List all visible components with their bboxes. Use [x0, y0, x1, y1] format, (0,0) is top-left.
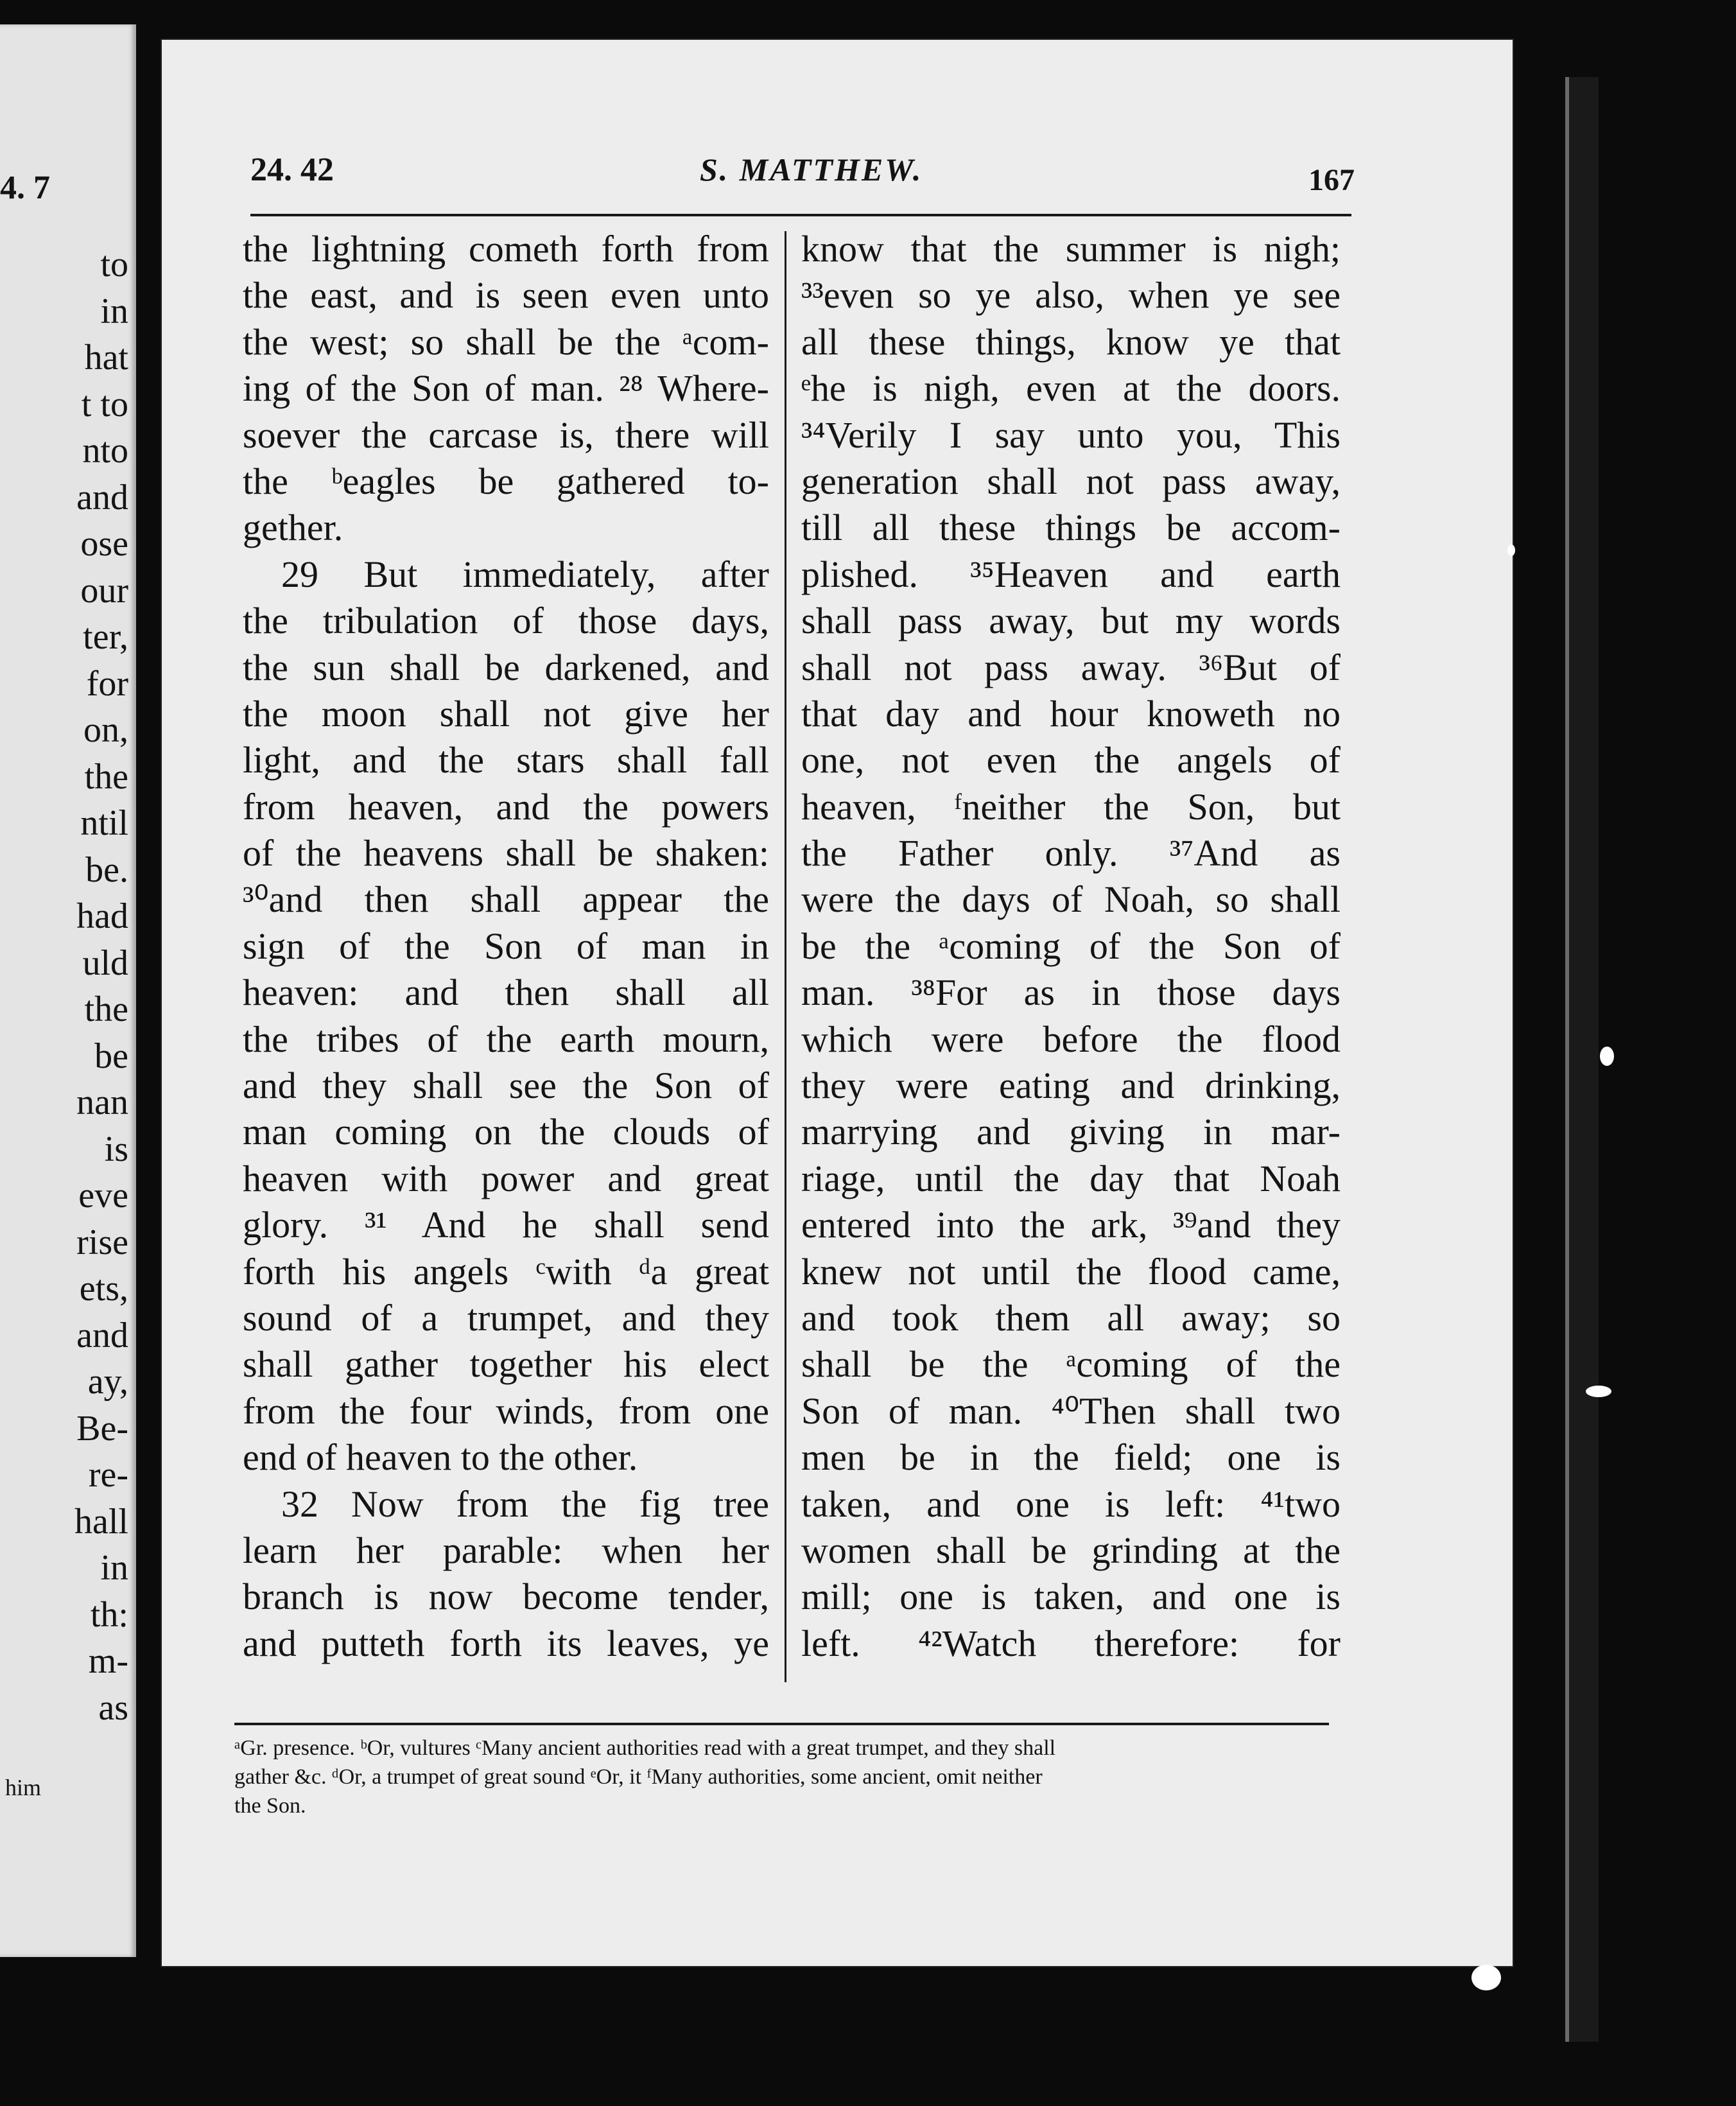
text-line: of the heavens shall be shaken:	[243, 832, 769, 875]
left-page-line: and	[76, 1315, 128, 1355]
left-page-line: in	[100, 1548, 128, 1588]
text-line: glory. ³¹ And he shall send	[243, 1204, 769, 1246]
text-line: shall pass away, but my words	[801, 600, 1341, 642]
text-line: taken, and one is left: ⁴¹two	[801, 1483, 1341, 1525]
left-page-line: rise	[76, 1222, 128, 1262]
text-line: women shall be grinding at the	[801, 1529, 1341, 1571]
left-page-line: m-	[88, 1641, 128, 1681]
text-line: marrying and giving in mar-	[801, 1111, 1341, 1153]
left-page-line: ter,	[83, 617, 128, 657]
text-line: branch is now become tender,	[243, 1576, 769, 1618]
text-line: know that the summer is nigh;	[801, 228, 1341, 270]
footnote-line: ᵃGr. presence. ᵇOr, vultures ᶜMany ancient authorities read with a great trumpet, and they shall	[234, 1736, 1056, 1760]
footnote-line: gather &c. ᵈOr, a trumpet of great sound ᵉOr, it ᶠMany authorities, some ancient, omit neither	[234, 1765, 1043, 1789]
left-page-line: in	[100, 291, 128, 331]
left-page-line: Be-	[76, 1408, 128, 1449]
text-line: gether.	[243, 507, 343, 549]
text-line: riage, until the day that Noah	[801, 1157, 1341, 1199]
footnotes	[234, 1734, 1332, 1820]
text-line: sound of a trumpet, and they	[243, 1296, 769, 1339]
text-line: from the four winds, from one	[243, 1389, 769, 1432]
text-line: sign of the Son of man in	[243, 925, 769, 967]
left-page-line: eve	[78, 1176, 128, 1215]
footnote-line: the Son.	[234, 1794, 306, 1818]
text-column-right	[801, 226, 1341, 1667]
text-line: which were before the flood	[801, 1018, 1341, 1060]
text-line: entered into the ark, ³⁹and they	[801, 1204, 1341, 1246]
text-line: heaven with power and great	[243, 1157, 769, 1199]
text-line: the west; so shall be the ᵃcom-	[243, 320, 769, 363]
text-line: plished. ³⁵Heaven and earth	[801, 553, 1341, 595]
left-page-line: uld	[82, 943, 128, 983]
left-page-line: ntil	[80, 803, 128, 843]
text-line: be the ᵃcoming of the Son of	[801, 925, 1341, 967]
left-page-line: the	[84, 989, 128, 1029]
text-line: that day and hour knoweth no	[801, 692, 1341, 735]
text-line: the ᵇeagles be gathered to-	[243, 460, 769, 502]
left-page-line: on,	[83, 710, 128, 750]
header-rule	[250, 214, 1351, 216]
text-line: Son of man. ⁴⁰Then shall two	[801, 1389, 1341, 1432]
text-line: they were eating and drinking,	[801, 1065, 1341, 1107]
footnote-rule	[234, 1723, 1329, 1725]
text-line: soever the carcase is, there will	[243, 413, 769, 456]
left-page-line: hat	[84, 338, 128, 378]
text-line: men be in the field; one is	[801, 1436, 1341, 1479]
text-line: left. ⁴²Watch therefore: for	[801, 1622, 1341, 1664]
text-line: mill; one is taken, and one is	[801, 1576, 1341, 1618]
scan-speck	[1586, 1386, 1611, 1397]
left-page-line: and	[76, 477, 128, 518]
left-page-line: t to	[81, 384, 128, 424]
text-line: the moon shall not give her	[243, 692, 769, 735]
running-header	[250, 151, 1355, 202]
text-line: shall be the ᵃcoming of the	[801, 1343, 1341, 1386]
text-line: one, not even the angels of	[801, 739, 1341, 781]
left-page-line: is	[104, 1129, 128, 1169]
scan-speck	[1600, 1047, 1614, 1066]
text-line: ³⁴Verily I say unto you, This	[801, 413, 1341, 456]
text-column-left	[243, 226, 769, 1667]
text-line: the east, and is seen even unto	[243, 274, 769, 317]
left-page-line: as	[98, 1687, 128, 1728]
text-line: ³⁰and then shall appear the	[243, 878, 769, 921]
text-line: the lightning cometh forth from	[243, 228, 769, 270]
scan-speck	[1471, 1965, 1501, 1990]
text-line: were the days of Noah, so shall	[801, 878, 1341, 921]
text-line: ³³even so ye also, when ye see	[801, 274, 1341, 317]
left-page-line: nan	[76, 1083, 128, 1122]
text-line: heaven, ᶠneither the Son, but	[801, 785, 1341, 828]
left-page-line: ay,	[87, 1362, 128, 1402]
text-line: and they shall see the Son of	[243, 1065, 769, 1107]
text-line: 32 Now from the fig tree	[281, 1483, 769, 1525]
left-page-line: hall	[74, 1501, 128, 1542]
left-page-header: 4. 7	[0, 170, 50, 206]
left-page-line: be.	[85, 849, 128, 890]
left-page-footnote: him	[5, 1775, 42, 1800]
left-page-line: to	[100, 245, 128, 284]
text-line: the sun shall be darkened, and	[243, 646, 769, 688]
text-line: 29 But immediately, after	[281, 553, 769, 595]
left-page-text	[0, 241, 128, 1731]
text-line: shall gather together his elect	[243, 1343, 769, 1386]
text-line: all these things, know ye that	[801, 320, 1341, 363]
text-line: light, and the stars shall fall	[243, 739, 769, 781]
book-edge	[1565, 77, 1599, 2042]
text-line: from heaven, and the powers	[243, 785, 769, 828]
text-line: learn her parable: when her	[243, 1529, 769, 1571]
text-line: till all these things be accom-	[801, 507, 1341, 549]
left-page-line: our	[80, 570, 128, 611]
text-line: and putteth forth its leaves, ye	[243, 1622, 769, 1664]
text-line: the tribulation of those days,	[243, 600, 769, 642]
page-number: 167	[1308, 163, 1355, 197]
text-line: forth his angels ᶜwith ᵈa great	[243, 1250, 769, 1292]
column-divider	[785, 231, 786, 1682]
left-page-line: nto	[82, 431, 128, 471]
text-line: the Father only. ³⁷And as	[801, 832, 1341, 875]
text-line: ing of the Son of man. ²⁸ Where-	[243, 367, 769, 410]
left-page-margin	[0, 24, 136, 1957]
left-page-line: had	[76, 896, 128, 936]
left-page-line: re-	[88, 1455, 128, 1495]
text-line: ᵉhe is nigh, even at the doors.	[801, 367, 1341, 410]
chapter-verse-reference: 24. 42	[250, 152, 334, 188]
text-line: man coming on the clouds of	[243, 1111, 769, 1153]
left-page-line: be	[94, 1036, 128, 1076]
text-line: and took them all away; so	[801, 1296, 1341, 1339]
left-page-line: the	[84, 756, 128, 797]
text-line: knew not until the flood came,	[801, 1250, 1341, 1292]
left-page-line: for	[86, 663, 128, 704]
left-page-line: ets,	[79, 1269, 128, 1309]
scan-speck	[1507, 544, 1515, 556]
text-line: shall not pass away. ³⁶But of	[801, 646, 1341, 688]
left-page-line: ose	[80, 524, 128, 564]
text-line: generation shall not pass away,	[801, 460, 1341, 502]
text-line: end of heaven to the other.	[243, 1436, 638, 1479]
text-line: the tribes of the earth mourn,	[243, 1018, 769, 1060]
text-line: heaven: and then shall all	[243, 971, 769, 1014]
left-page-line: th:	[90, 1594, 128, 1635]
book-title: S. MATTHEW.	[700, 152, 923, 187]
text-line: man. ³⁸For as in those days	[801, 971, 1341, 1014]
